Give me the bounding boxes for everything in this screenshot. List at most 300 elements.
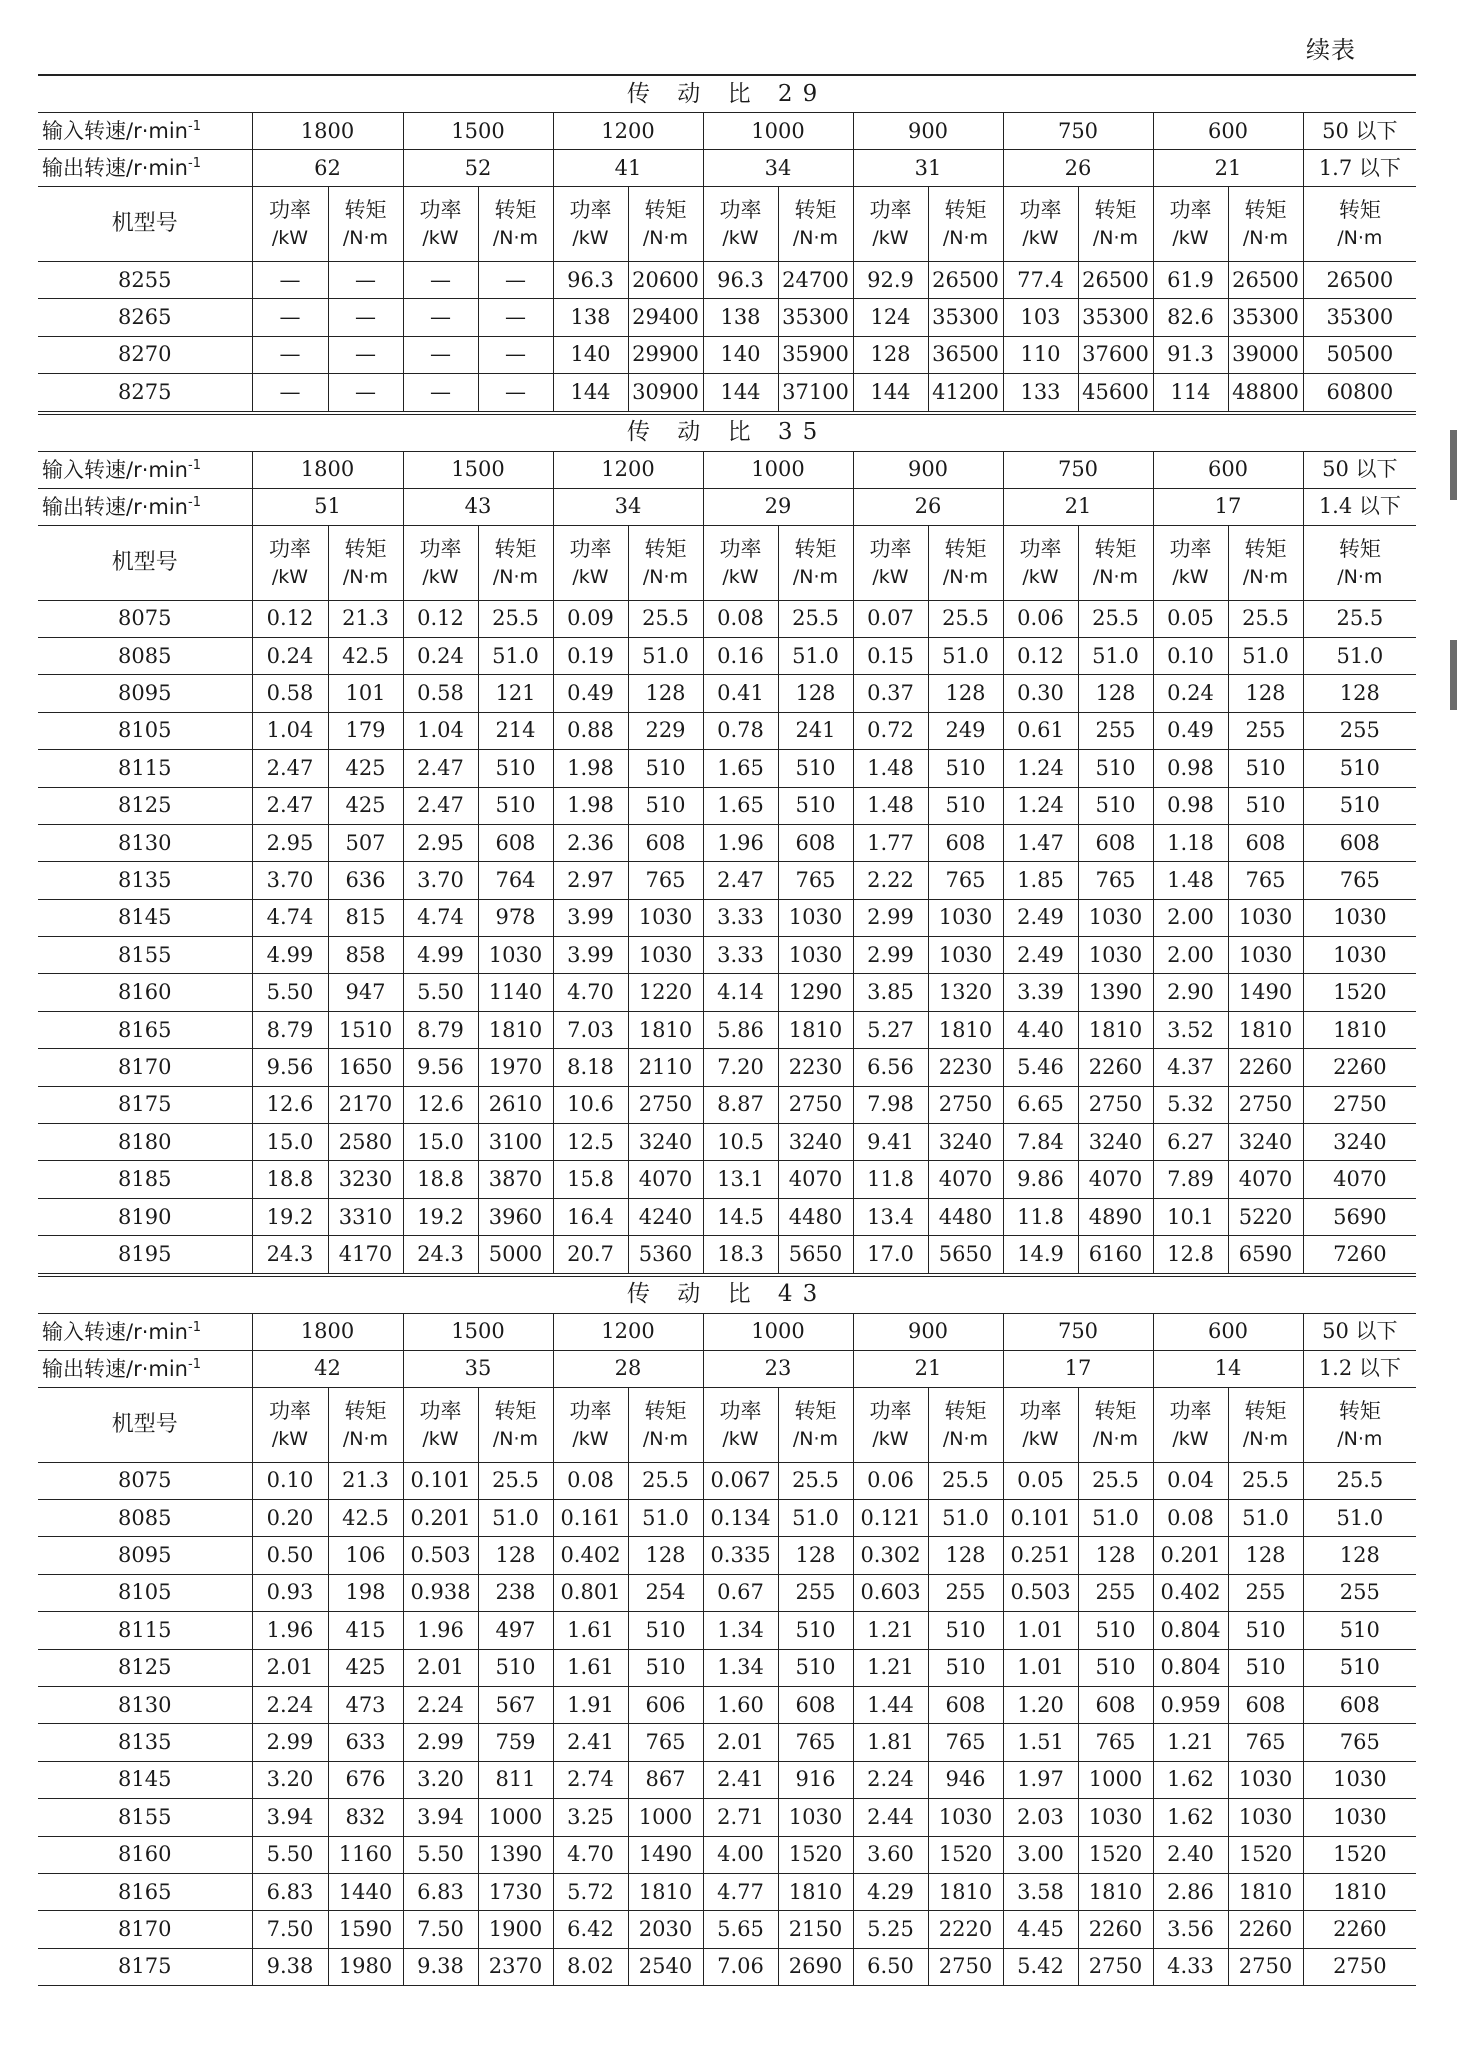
- value-cell: 4.77: [703, 1873, 778, 1910]
- power-header-label: 功率: [419, 198, 462, 222]
- value-cell: 1030: [628, 937, 703, 974]
- value-cell: 4070: [1078, 1161, 1153, 1198]
- value-cell: 2.99: [403, 1724, 478, 1761]
- section-title: 传 动 比 29: [38, 75, 1416, 113]
- value-cell: 29900: [628, 336, 703, 373]
- value-cell: 51.0: [1228, 637, 1303, 674]
- value-cell: 1.21: [853, 1612, 928, 1649]
- value-cell: 510: [628, 787, 703, 824]
- power-header: [703, 1387, 778, 1462]
- value-cell: 128: [628, 1537, 703, 1574]
- value-cell: 7.06: [703, 1948, 778, 1985]
- value-cell: 0.04: [1153, 1462, 1228, 1499]
- value-cell: 606: [628, 1686, 703, 1723]
- torque-header-label: 转矩: [1094, 198, 1137, 222]
- value-cell: 25.5: [478, 1462, 553, 1499]
- value-cell: —: [403, 262, 478, 299]
- model-cell: 8115: [38, 750, 252, 787]
- value-cell: 6.42: [553, 1911, 628, 1948]
- value-cell: 1810: [1228, 1873, 1303, 1910]
- table-row: [38, 1873, 1416, 1910]
- value-cell: 128: [928, 675, 1003, 712]
- model-cell: 8095: [38, 1537, 252, 1574]
- value-cell: —: [252, 299, 328, 336]
- value-cell: 1900: [478, 1911, 553, 1948]
- value-cell: 1520: [928, 1836, 1003, 1873]
- value-cell: 14.9: [1003, 1236, 1078, 1275]
- torque-header-unit: /N·m: [492, 565, 539, 588]
- value-cell: 1810: [928, 1011, 1003, 1048]
- value-cell: 1030: [628, 899, 703, 936]
- value-cell: —: [252, 374, 328, 413]
- value-cell: 25.5: [928, 1462, 1003, 1499]
- torque-header: [628, 187, 703, 262]
- value-cell: 510: [1078, 787, 1153, 824]
- value-cell: 3870: [478, 1161, 553, 1198]
- value-cell: 2.41: [553, 1724, 628, 1761]
- table-row: [38, 937, 1416, 974]
- value-cell: 765: [1078, 862, 1153, 899]
- value-cell: 5.25: [853, 1911, 928, 1948]
- input-speed-cell: 600: [1153, 451, 1303, 488]
- value-cell: 25.5: [1078, 1462, 1153, 1499]
- value-cell: 2.95: [403, 824, 478, 861]
- value-cell: 1.04: [403, 712, 478, 749]
- value-cell: 25.5: [628, 1462, 703, 1499]
- value-cell: 25.5: [628, 600, 703, 637]
- value-cell: —: [478, 299, 553, 336]
- input-speed-cell: 900: [853, 451, 1003, 488]
- output-speed-cell: 62: [252, 150, 403, 187]
- model-cell: 8155: [38, 937, 252, 974]
- value-cell: 510: [1303, 787, 1416, 824]
- power-header-unit: /kW: [271, 565, 309, 588]
- value-cell: 2750: [628, 1086, 703, 1123]
- model-cell: 8085: [38, 1499, 252, 1536]
- value-cell: 3.70: [403, 862, 478, 899]
- value-cell: 1.61: [553, 1649, 628, 1686]
- value-cell: 608: [778, 1686, 853, 1723]
- value-cell: 255: [1228, 1574, 1303, 1611]
- value-cell: 1030: [1303, 937, 1416, 974]
- input-speed-row: [38, 451, 1416, 488]
- torque-header-unit: /N·m: [1092, 1427, 1139, 1450]
- value-cell: 9.38: [403, 1948, 478, 1985]
- value-cell: 92.9: [853, 262, 928, 299]
- value-cell: 4480: [778, 1198, 853, 1235]
- value-cell: 91.3: [1153, 336, 1228, 373]
- value-cell: 13.4: [853, 1198, 928, 1235]
- output-speed-row: [38, 150, 1416, 187]
- value-cell: 6.65: [1003, 1086, 1078, 1123]
- value-cell: 1390: [1078, 974, 1153, 1011]
- table-row: [38, 1049, 1416, 1086]
- value-cell: 1030: [778, 937, 853, 974]
- torque-header-label: 转矩: [794, 198, 837, 222]
- output-speed-label-exp: -1: [188, 494, 201, 510]
- value-cell: 0.938: [403, 1574, 478, 1611]
- model-cell: 8125: [38, 787, 252, 824]
- value-cell: 6.27: [1153, 1124, 1228, 1161]
- value-cell: 3.94: [252, 1799, 328, 1836]
- value-cell: 765: [628, 1724, 703, 1761]
- table-row: [38, 299, 1416, 336]
- torque-header-label: 转矩: [794, 1398, 837, 1423]
- value-cell: 4.70: [553, 1836, 628, 1873]
- value-cell: 0.05: [1003, 1462, 1078, 1499]
- model-cell: 8255: [38, 262, 252, 299]
- value-cell: 5220: [1228, 1198, 1303, 1235]
- value-cell: 765: [1228, 862, 1303, 899]
- value-cell: 1970: [478, 1049, 553, 1086]
- torque-header-unit: /N·m: [642, 227, 689, 249]
- value-cell: 1.85: [1003, 862, 1078, 899]
- value-cell: 128: [1228, 1537, 1303, 1574]
- value-cell: 26500: [1303, 262, 1416, 299]
- value-cell: 1030: [1228, 937, 1303, 974]
- value-cell: 18.8: [403, 1161, 478, 1198]
- torque-header-unit: /N·m: [792, 565, 839, 588]
- table-row: [38, 1537, 1416, 1574]
- value-cell: 0.24: [403, 637, 478, 674]
- value-cell: 0.19: [553, 637, 628, 674]
- value-cell: 2750: [1228, 1948, 1303, 1985]
- input-speed-cell: 900: [853, 1313, 1003, 1350]
- value-cell: 26500: [928, 262, 1003, 299]
- value-cell: 5.42: [1003, 1948, 1078, 1985]
- value-cell: 510: [628, 750, 703, 787]
- torque-header: [1303, 525, 1416, 600]
- input-speed-cell: 600: [1153, 113, 1303, 150]
- torque-header-label: 转矩: [1338, 536, 1381, 561]
- torque-header-unit: /N·m: [942, 227, 989, 249]
- model-cell: 8155: [38, 1799, 252, 1836]
- output-speed-cell: 41: [553, 150, 703, 187]
- value-cell: 608: [778, 824, 853, 861]
- value-cell: 2610: [478, 1086, 553, 1123]
- output-speed-cell: 29: [703, 488, 853, 525]
- value-cell: 1.60: [703, 1686, 778, 1723]
- value-cell: 5.50: [403, 974, 478, 1011]
- value-cell: 8.18: [553, 1049, 628, 1086]
- page-header: 续表: [1306, 36, 1356, 64]
- power-header-label: 功率: [1019, 536, 1062, 561]
- value-cell: 4890: [1078, 1198, 1153, 1235]
- power-torque-table: [38, 74, 1416, 1986]
- table-row: [38, 1011, 1416, 1048]
- value-cell: 2750: [1228, 1086, 1303, 1123]
- value-cell: 2750: [1303, 1086, 1416, 1123]
- power-header: [703, 525, 778, 600]
- torque-header-label: 转矩: [1244, 1398, 1287, 1423]
- value-cell: 2.49: [1003, 899, 1078, 936]
- value-cell: 2.01: [703, 1724, 778, 1761]
- output-speed-label-text: 输出转速/r·min: [42, 1356, 188, 1381]
- value-cell: 103: [1003, 299, 1078, 336]
- table-row: [38, 1198, 1416, 1235]
- value-cell: 1.98: [553, 787, 628, 824]
- value-cell: 4.37: [1153, 1049, 1228, 1086]
- torque-header-unit: /N·m: [642, 565, 689, 588]
- table-row: [38, 1649, 1416, 1686]
- value-cell: 0.49: [1153, 712, 1228, 749]
- value-cell: 13.1: [703, 1161, 778, 1198]
- input-speed-label-exp: -1: [188, 457, 201, 473]
- model-cell: 8190: [38, 1198, 252, 1235]
- value-cell: 4480: [928, 1198, 1003, 1235]
- value-cell: 3.33: [703, 899, 778, 936]
- table-row: [38, 787, 1416, 824]
- section-title: 传 动 比 35: [38, 413, 1416, 452]
- value-cell: 2.41: [703, 1761, 778, 1798]
- value-cell: —: [328, 262, 403, 299]
- value-cell: 12.6: [403, 1086, 478, 1123]
- value-cell: 2.47: [252, 750, 328, 787]
- value-cell: 2.99: [853, 937, 928, 974]
- value-cell: 947: [328, 974, 403, 1011]
- value-cell: 25.5: [1228, 1462, 1303, 1499]
- value-cell: 510: [1078, 1649, 1153, 1686]
- value-cell: 1.97: [1003, 1761, 1078, 1798]
- value-cell: 811: [478, 1761, 553, 1798]
- value-cell: 3.60: [853, 1836, 928, 1873]
- power-header-label: 功率: [269, 198, 311, 222]
- value-cell: 37100: [778, 374, 853, 413]
- value-cell: 96.3: [553, 262, 628, 299]
- value-cell: 510: [1228, 1649, 1303, 1686]
- value-cell: 51.0: [478, 1499, 553, 1536]
- value-cell: 255: [1228, 712, 1303, 749]
- value-cell: 42.5: [328, 1499, 403, 1536]
- value-cell: 0.08: [553, 1462, 628, 1499]
- torque-header-label: 转矩: [344, 536, 387, 561]
- value-cell: 11.8: [1003, 1198, 1078, 1235]
- input-speed-cell: 900: [853, 113, 1003, 150]
- power-header-label: 功率: [269, 1398, 311, 1423]
- value-cell: 3.52: [1153, 1011, 1228, 1048]
- value-cell: 2.97: [553, 862, 628, 899]
- torque-header-label: 转矩: [1338, 198, 1381, 222]
- value-cell: 415: [328, 1612, 403, 1649]
- value-cell: 946: [928, 1761, 1003, 1798]
- value-cell: —: [403, 374, 478, 413]
- model-cell: 8115: [38, 1612, 252, 1649]
- value-cell: 45600: [1078, 374, 1153, 413]
- value-cell: 179: [328, 712, 403, 749]
- value-cell: 5.32: [1153, 1086, 1228, 1123]
- value-cell: 25.5: [778, 600, 853, 637]
- value-cell: 1030: [928, 899, 1003, 936]
- value-cell: 1.51: [1003, 1724, 1078, 1761]
- value-cell: 2.01: [403, 1649, 478, 1686]
- output-speed-cell: 14: [1153, 1350, 1303, 1387]
- value-cell: 15.8: [553, 1161, 628, 1198]
- torque-header: [478, 525, 553, 600]
- value-cell: 0.201: [1153, 1537, 1228, 1574]
- value-cell: —: [478, 262, 553, 299]
- value-cell: 764: [478, 862, 553, 899]
- value-cell: 1810: [628, 1011, 703, 1048]
- output-speed-cell: 21: [1003, 488, 1153, 525]
- value-cell: 2540: [628, 1948, 703, 1985]
- value-cell: 765: [1303, 1724, 1416, 1761]
- value-cell: 17.0: [853, 1236, 928, 1275]
- value-cell: 1.48: [853, 750, 928, 787]
- power-header-label: 功率: [1169, 198, 1212, 222]
- value-cell: 0.67: [703, 1574, 778, 1611]
- value-cell: 765: [1228, 1724, 1303, 1761]
- table-row: [38, 974, 1416, 1011]
- input-speed-cell: 1200: [553, 113, 703, 150]
- value-cell: 6.50: [853, 1948, 928, 1985]
- value-cell: 1810: [778, 1011, 853, 1048]
- value-cell: 1.81: [853, 1724, 928, 1761]
- value-cell: 0.603: [853, 1574, 928, 1611]
- section-title-row: [38, 75, 1416, 113]
- value-cell: 0.50: [252, 1537, 328, 1574]
- value-cell: 0.804: [1153, 1649, 1228, 1686]
- output-speed-label: [38, 150, 252, 187]
- value-cell: 1.04: [252, 712, 328, 749]
- model-cell: 8105: [38, 1574, 252, 1611]
- power-header: [553, 187, 628, 262]
- value-cell: 2750: [1078, 1948, 1153, 1985]
- value-cell: 20.7: [553, 1236, 628, 1275]
- value-cell: 5.50: [403, 1836, 478, 1873]
- value-cell: 4.99: [252, 937, 328, 974]
- torque-header-label: 转矩: [1244, 198, 1287, 222]
- power-header-unit: /kW: [422, 565, 459, 588]
- value-cell: 510: [1303, 1612, 1416, 1649]
- value-cell: 35300: [1228, 299, 1303, 336]
- value-cell: 229: [628, 712, 703, 749]
- input-speed-cell: 1800: [252, 1313, 403, 1350]
- power-header: [1153, 187, 1228, 262]
- value-cell: 5650: [778, 1236, 853, 1275]
- value-cell: 0.161: [553, 1499, 628, 1536]
- output-speed-cell: 26: [853, 488, 1003, 525]
- table-row: [38, 374, 1416, 413]
- value-cell: 608: [478, 824, 553, 861]
- value-cell: 608: [1078, 824, 1153, 861]
- input-speed-cell: 50 以下: [1303, 1313, 1416, 1350]
- value-cell: 4.29: [853, 1873, 928, 1910]
- value-cell: 25.5: [1078, 600, 1153, 637]
- value-cell: 507: [328, 824, 403, 861]
- value-cell: 4070: [1228, 1161, 1303, 1198]
- value-cell: 1000: [628, 1799, 703, 1836]
- value-cell: 39000: [1228, 336, 1303, 373]
- model-cell: 8170: [38, 1911, 252, 1948]
- value-cell: 759: [478, 1724, 553, 1761]
- torque-header: [1228, 1387, 1303, 1462]
- value-cell: 254: [628, 1574, 703, 1611]
- value-cell: 51.0: [928, 1499, 1003, 1536]
- model-cell: 8170: [38, 1049, 252, 1086]
- power-header: [403, 187, 478, 262]
- value-cell: 1030: [1303, 1761, 1416, 1798]
- value-cell: 21.3: [328, 1462, 403, 1499]
- value-cell: 4.74: [403, 899, 478, 936]
- table-row: [38, 336, 1416, 373]
- torque-header-unit: /N·m: [1242, 227, 1289, 249]
- value-cell: 510: [928, 750, 1003, 787]
- model-header: 机型号: [38, 1387, 252, 1462]
- output-speed-cell: 52: [403, 150, 553, 187]
- value-cell: 497: [478, 1612, 553, 1649]
- power-header-unit: /kW: [271, 1427, 309, 1450]
- torque-header: [778, 187, 853, 262]
- value-cell: 2.22: [853, 862, 928, 899]
- torque-header-unit: /N·m: [492, 227, 539, 249]
- value-cell: 510: [928, 1612, 1003, 1649]
- power-header-unit: /kW: [722, 227, 759, 249]
- power-header-label: 功率: [419, 536, 462, 561]
- value-cell: 1.24: [1003, 787, 1078, 824]
- value-cell: —: [252, 262, 328, 299]
- value-cell: 1.61: [553, 1612, 628, 1649]
- torque-header: [328, 1387, 403, 1462]
- value-cell: 608: [1303, 1686, 1416, 1723]
- value-cell: 7.98: [853, 1086, 928, 1123]
- value-cell: 198: [328, 1574, 403, 1611]
- value-cell: —: [328, 299, 403, 336]
- value-cell: 4.40: [1003, 1011, 1078, 1048]
- value-cell: 425: [328, 1649, 403, 1686]
- value-cell: 510: [778, 1612, 853, 1649]
- value-cell: 35300: [928, 299, 1003, 336]
- value-cell: 1520: [1078, 1836, 1153, 1873]
- torque-header-label: 转矩: [944, 1398, 987, 1423]
- power-header-unit: /kW: [572, 1427, 609, 1450]
- model-cell: 8265: [38, 299, 252, 336]
- output-speed-label: [38, 1350, 252, 1387]
- value-cell: 5650: [928, 1236, 1003, 1275]
- output-speed-cell: 28: [553, 1350, 703, 1387]
- value-cell: 35300: [778, 299, 853, 336]
- power-header-unit: /kW: [1172, 227, 1209, 249]
- model-header: 机型号: [38, 525, 252, 600]
- value-cell: 2.36: [553, 824, 628, 861]
- input-speed-cell: 750: [1003, 1313, 1153, 1350]
- value-cell: 0.10: [252, 1462, 328, 1499]
- value-cell: 1290: [778, 974, 853, 1011]
- value-cell: 510: [1228, 1612, 1303, 1649]
- output-speed-label-text: 输出转速/r·min: [42, 156, 188, 180]
- value-cell: 1030: [1228, 1761, 1303, 1798]
- table-row: [38, 675, 1416, 712]
- value-cell: 7.03: [553, 1011, 628, 1048]
- value-cell: 0.98: [1153, 787, 1228, 824]
- torque-header-label: 转矩: [494, 198, 537, 222]
- power-header-label: 功率: [869, 1398, 912, 1423]
- torque-header: [628, 1387, 703, 1462]
- value-cell: 9.56: [252, 1049, 328, 1086]
- value-cell: 24.3: [252, 1236, 328, 1275]
- value-cell: 0.24: [1153, 675, 1228, 712]
- value-cell: 510: [478, 750, 553, 787]
- output-speed-row: [38, 488, 1416, 525]
- value-cell: 2.00: [1153, 937, 1228, 974]
- input-speed-label: [38, 113, 252, 150]
- value-cell: 0.20: [252, 1499, 328, 1536]
- value-cell: 124: [853, 299, 928, 336]
- table-row: [38, 712, 1416, 749]
- value-cell: 5.50: [252, 974, 328, 1011]
- value-cell: 30900: [628, 374, 703, 413]
- value-cell: 8.02: [553, 1948, 628, 1985]
- value-cell: 144: [703, 374, 778, 413]
